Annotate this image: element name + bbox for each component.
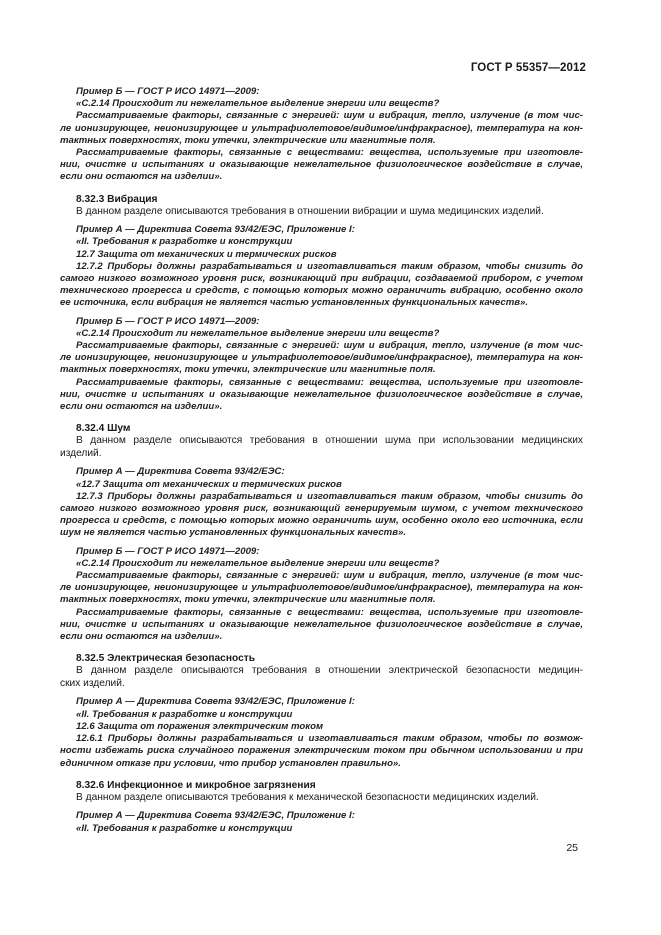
italic-line: если они остаются на изделии». — [60, 401, 223, 413]
italic-line: 12.6.1 Приборы должны разрабатываться и изготавливаться таким образом, чтобы по возмож- — [76, 733, 583, 745]
italic-line: «С.2.14 Происходит ли нежелательное выделение энергии или веществ? — [76, 98, 440, 110]
italic-line: Пример Б — ГОСТ Р ИСО 14971—2009: — [76, 545, 260, 557]
italic-line: Рассматриваемые факторы, связанные с веществами: вещества, используемые при изготовле- — [76, 376, 583, 388]
body-line: изделий. — [60, 447, 102, 459]
italic-line: ле ионизирующее, неионизирующее и ультрафиолетовое/видимое/инфракрасное), температура на кон- — [60, 352, 583, 364]
italic-line: если они остаются на изделии». — [60, 171, 223, 183]
italic-line: 12.7.3 Приборы должны разрабатываться и изготавливаться таким образом, чтобы снизить до — [76, 490, 583, 502]
italic-line: «II. Требования к разработке и конструкции — [76, 236, 293, 248]
italic-line: Пример А — Директива Совета 93/42/ЕЭС: — [76, 466, 285, 478]
italic-line: Рассматриваемые факторы, связанные с веществами: вещества, используемые при изготовле- — [76, 147, 583, 159]
italic-line: Рассматриваемые факторы, связанные с энергией: шум и вибрация, тепло, излучение (в том чис- — [76, 340, 583, 352]
italic-line: ее источника, если вибрация не является частью установленных функциональных качеств». — [60, 297, 529, 309]
italic-line: нии, очистке и испытаниях и оказывающие нежелательное физиологическое воздействие в случае, — [60, 618, 583, 630]
italic-line: единичном отказе при условии, что прибор установлен правильно». — [60, 757, 401, 769]
italic-line: самого низкого возможного уровня риск, возникающий при вибрации, создаваемой прибором, с учетом — [60, 273, 583, 285]
italic-line: «12.7 Защита от механических и термических рисков — [76, 478, 342, 490]
italic-line: Пример А — Директива Совета 93/42/ЕЭС, Приложение I: — [76, 696, 355, 708]
italic-line: 12.6 Защита от поражения электрическим током — [76, 720, 324, 732]
italic-line: Рассматриваемые факторы, связанные с энергией: шум и вибрация, тепло, излучение (в том чис- — [76, 570, 583, 582]
body-line: В данном разделе описываются требования в отношении электрической безопасности медицин- — [76, 665, 583, 677]
italic-line: ле ионизирующее, неионизирующее и ультрафиолетовое/видимое/инфракрасное), температура на кон- — [60, 122, 583, 134]
body-line: В данном разделе описываются требования в отношении вибрации и шума медицинских изделий. — [76, 205, 544, 217]
section-heading: 8.32.4 Шум — [76, 423, 131, 435]
italic-line: технического прогресса и средств, с помощью которых можно ограничить вибрацию, особенно около — [60, 285, 583, 297]
italic-line: ле ионизирующее, неионизирующее и ультрафиолетовое/видимое/инфракрасное), температура на кон- — [60, 582, 583, 594]
italic-line: «II. Требования к разработке и конструкции — [76, 708, 293, 720]
italic-line: самого низкого возможного уровня риск, возникающий генерируемым шумом, с учетом технического — [60, 503, 583, 515]
italic-line: Пример А — Директива Совета 93/42/ЕЭС, Приложение I: — [76, 224, 355, 236]
body-line: В данном разделе описываются требования в отношении шума при использовании медицинских — [76, 435, 583, 447]
italic-line: «II. Требования к разработке и конструкции — [76, 822, 293, 834]
standard-header: ГОСТ Р 55357—2012 — [470, 62, 586, 74]
italic-line: тактных поверхностях, токи утечки, электрические или магнитные поля. — [60, 594, 436, 606]
italic-line: ности избежать риска случайного поражения электрическим током при обычном использовании и при — [60, 745, 583, 757]
italic-line: 12.7 Защита от механических и термических рисков — [76, 248, 337, 260]
italic-line: 12.7.2 Приборы должны разрабатываться и изготавливаться таким образом, чтобы снизить до — [76, 260, 583, 272]
italic-line: «С.2.14 Происходит ли нежелательное выделение энергии или веществ? — [76, 327, 440, 339]
italic-line: Пример А — Директива Совета 93/42/ЕЭС, Приложение I: — [76, 810, 355, 822]
italic-line: Рассматриваемые факторы, связанные с веществами: вещества, используемые при изготовле- — [76, 606, 583, 618]
italic-line: Пример Б — ГОСТ Р ИСО 14971—2009: — [76, 315, 260, 327]
body-line: В данном разделе описываются требования к механической безопасности медицинских изделий. — [76, 791, 539, 803]
italic-line: шум не является частью установленных функциональных качеств». — [60, 527, 406, 539]
page-number: 25 — [566, 842, 578, 854]
italic-line: нии, очистке и испытаниях и оказывающие нежелательное физиологическое воздействие в случае, — [60, 388, 583, 400]
italic-line: тактных поверхностях, токи утечки, электрические или магнитные поля. — [60, 364, 436, 376]
italic-line: если они остаются на изделии». — [60, 631, 223, 643]
italic-line: прогресса и средств, с помощью которых можно ограничить шум, особенно около его источника, если — [60, 515, 583, 527]
italic-line: Пример Б — ГОСТ Р ИСО 14971—2009: — [76, 86, 260, 97]
italic-line: нии, очистке и испытаниях и оказывающие нежелательное физиологическое воздействие в случае, — [60, 159, 583, 171]
section-heading: 8.32.5 Электрическая безопасность — [76, 653, 256, 665]
body-line: ских изделий. — [60, 677, 125, 689]
section-heading: 8.32.6 Инфекционное и микробное загрязнения — [76, 779, 316, 791]
document-body — [60, 86, 583, 835]
section-heading: 8.32.3 Вибрация — [76, 193, 158, 205]
italic-line: тактных поверхностях, токи утечки, электрические или магнитные поля. — [60, 134, 436, 146]
italic-line: «С.2.14 Происходит ли нежелательное выделение энергии или веществ? — [76, 557, 440, 569]
italic-line: Рассматриваемые факторы, связанные с энергией: шум и вибрация, тепло, излучение (в том чис- — [76, 110, 583, 122]
